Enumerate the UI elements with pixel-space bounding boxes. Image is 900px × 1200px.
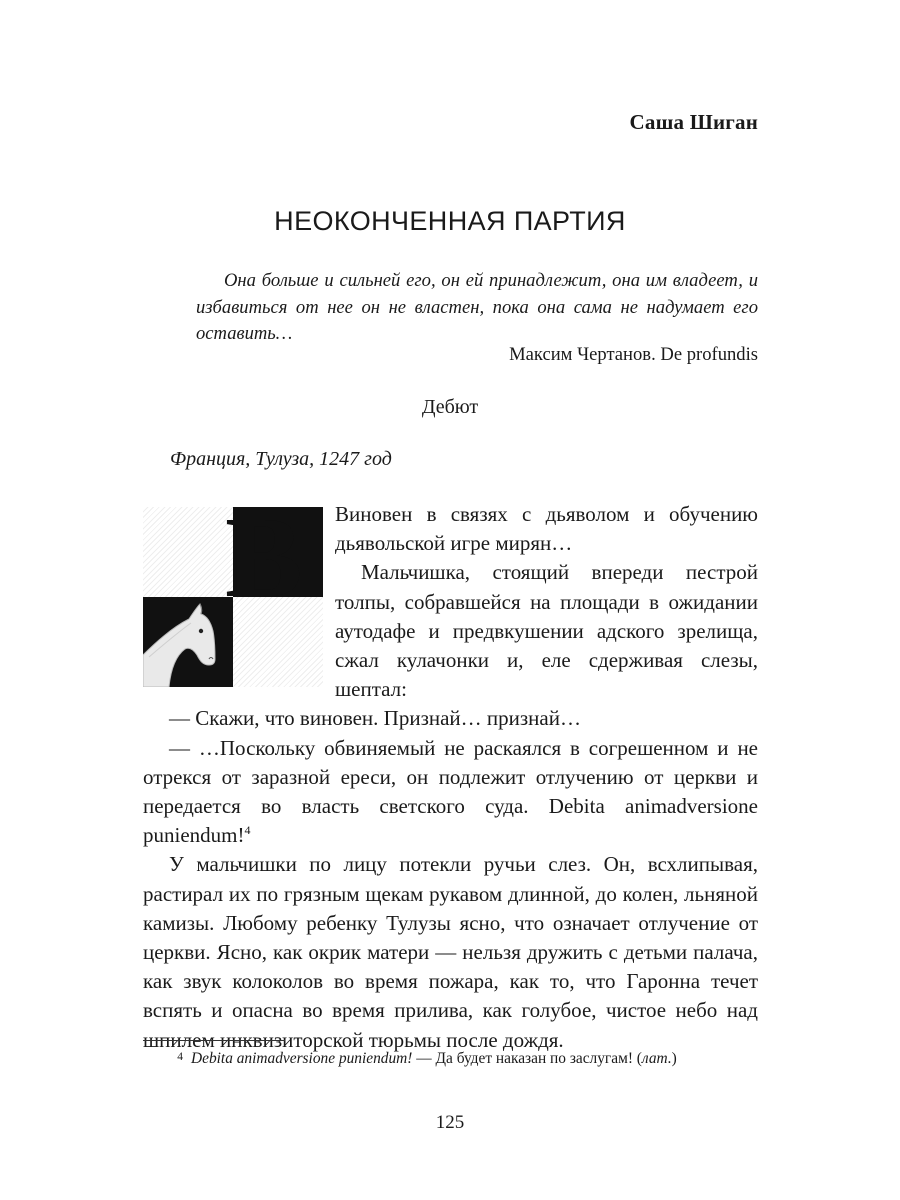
- footnote-ref[interactable]: 4: [244, 823, 251, 838]
- paragraph-4-text: — …Поскольку обвиняемый не раскаялся в согрешенном и не отрекся от заразной ереси, он подлежит отлучению от церкви и передается во власть светского суда. Debita animadversione puniendum!: [143, 735, 758, 848]
- footnote: [143, 1046, 758, 1070]
- footnote-term: Debita animadversione puniendum!: [191, 1050, 413, 1067]
- chapter-title: НЕОКОНЧЕННАЯ ПАРТИЯ: [274, 206, 626, 236]
- paragraph-5: У мальчишки по лицу потекли ручьи слез. Он, всхлипывая, растирал их по грязным щекам рукавом длинной, до колен, льняной камизы. Любому ребенку Тулузы ясно, что означает отлучение от церкви. Ясно, как окрик матери — нельзя дружить с детьми палача, как звук колоколов во время пожара, как то, что Гаронна течет вспять и опасна во время прилива, как голубое, чистое небо над шпилем инквизиторской тюрьмы после дождя.: [143, 852, 758, 1052]
- paragraph-1: Виновен в связях с дьяволом и обучению дьявольской игре мирян…: [335, 502, 758, 556]
- page-number: 125: [435, 1112, 465, 1133]
- footnote-number: 4: [177, 1051, 183, 1063]
- epigraph-text: Она больше и сильней его, он ей принадлежит, она им владеет, и избавиться от нее он не властен, пока она сама не надумает его оставить…: [196, 270, 758, 344]
- paragraph-2: Мальчишка, стоящий впереди пестрой толпы, собравшейся на площади в ожидании аутодафе и предвкушении адского зрелища, сжал кулачонки и, еле сдерживая слезы, шептал:: [335, 560, 758, 702]
- footnote-lang: лат.: [641, 1050, 672, 1067]
- footnote-close: ): [671, 1050, 677, 1067]
- epigraph: [196, 268, 758, 348]
- footnote-translation: — Да будет наказан по заслугам! (: [416, 1050, 642, 1067]
- section-title: Дебют: [421, 396, 479, 418]
- dropcap-letter: В: [225, 494, 303, 622]
- paragraph-3: — Скажи, что виновен. Признай… признай…: [169, 706, 581, 731]
- main-text: [143, 494, 758, 1055]
- place-date: Франция, Тулуза, 1247 год: [170, 448, 392, 470]
- footnote-divider: [143, 1040, 285, 1041]
- running-head-author: Саша Шиган: [629, 110, 758, 134]
- paragraph-4: [143, 734, 758, 851]
- epigraph-source: Максим Чертанов. De profundis: [509, 344, 758, 365]
